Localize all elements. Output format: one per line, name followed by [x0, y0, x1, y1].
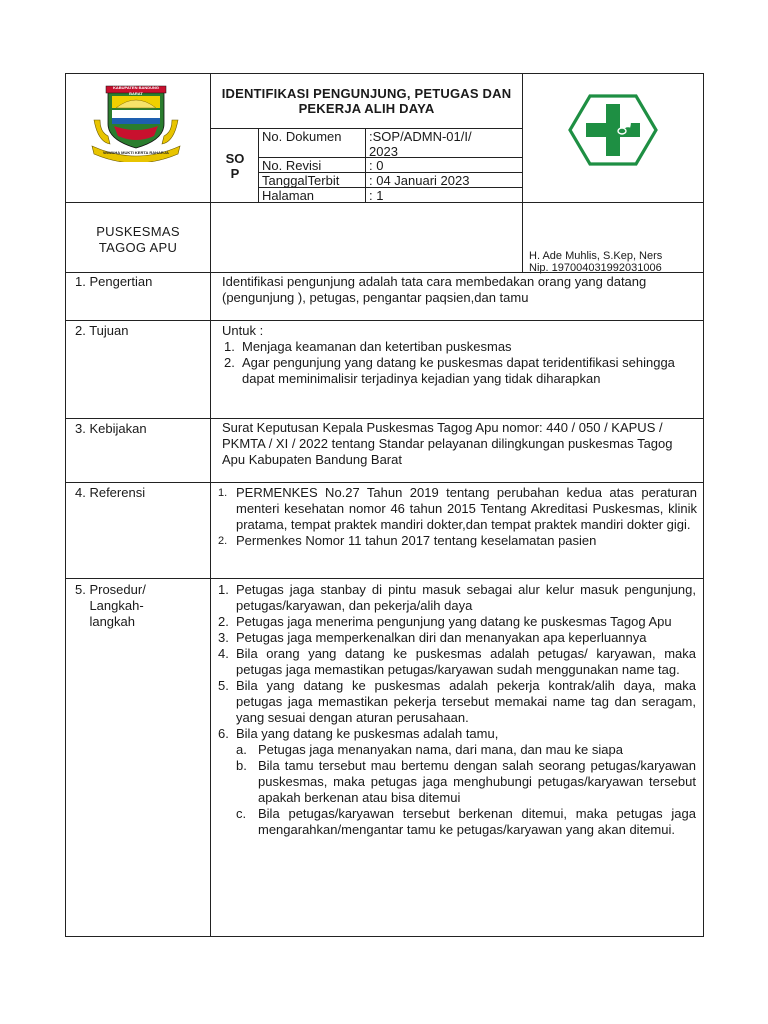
- list-item: [218, 726, 696, 742]
- border-left: [65, 73, 66, 937]
- prosedur-sublist: [218, 742, 696, 838]
- list-item-text: Permenkes Nomor 11 tahun 2017 tentang keselamatan pasien: [236, 533, 597, 548]
- border-row1-bottom: [65, 320, 704, 321]
- border-top: [65, 73, 704, 74]
- list-item-number: 1.: [224, 339, 235, 354]
- section-label-referensi: 4. Referensi: [75, 485, 146, 500]
- list-item: [218, 485, 697, 533]
- list-item-text: Petugas jaga menerima pengunjung yang datang ke puskesmas Tagog Apu: [236, 614, 672, 629]
- border-sop-col: [258, 128, 259, 203]
- list-item-text: Bila yang datang ke puskesmas adalah tamu,: [236, 726, 499, 741]
- list-item: [222, 355, 696, 387]
- sublist-item-letter: a.: [236, 742, 247, 757]
- list-item: [218, 614, 696, 630]
- sublist-item-text: Petugas jaga menanyakan nama, dari mana, dan mau ke siapa: [258, 742, 623, 757]
- list-item-text: Agar pengunjung yang datang ke puskesmas dapat teridentifikasi sehingga dapat meminimalisir terjadinya kejadian yang tidak diharapkan: [242, 355, 675, 386]
- list-item-number: 2.: [224, 355, 235, 370]
- section-label-kebijakan: 3. Kebijakan: [75, 421, 147, 436]
- meta-label-halaman: Halaman: [262, 188, 315, 203]
- meta-value-tanggal: : 04 Januari 2023: [369, 173, 470, 188]
- section-body-prosedur: [218, 582, 696, 838]
- border-right: [703, 73, 704, 937]
- list-item: [218, 646, 696, 678]
- meta-label-tanggal: TanggalTerbit: [262, 173, 340, 188]
- list-item-text: Petugas jaga stanbay di pintu masuk sebagai alur kelur masuk pengunjung, petugas/karyawan, dan pekerja/alih daya: [236, 582, 696, 613]
- list-item-number: 5.: [218, 678, 229, 693]
- list-item-number: 2.: [218, 535, 228, 547]
- emblem-banner-text: KABUPATEN BANDUNG BARAT: [112, 85, 160, 96]
- list-item: [218, 678, 696, 726]
- emblem-motto-text: WIWAHA MUKTI KERTA RAHARJA: [103, 150, 169, 155]
- section-body-kebijakan: Surat Keputusan Kepala Puskesmas Tagog Apu nomor: 440 / 050 / KAPUS / PKMTA / XI / 2022 tentang Standar pelayanan dilingkungan puskesmas Tagog Apu Kabupaten Bandung Barat: [222, 420, 673, 467]
- sublist-item: [218, 806, 696, 838]
- border-row4-bottom: [65, 578, 704, 579]
- list-item: [222, 339, 696, 355]
- section-body-tujuan: [222, 323, 696, 387]
- section-body-referensi: [218, 485, 697, 549]
- list-item-text: PERMENKES No.27 Tahun 2019 tentang perubahan kedua atas peraturan menteri kesehatan nomor 46 tahun 2015 Tentang Akreditasi Puskesmas, klinik pratama, tempat praktek mandiri dokter,dan tempat praktek mandiri dokter gigi.: [236, 485, 697, 532]
- meta-value-halaman: : 1: [369, 188, 384, 203]
- signatory-name: H. Ade Muhlis, S.Kep, Ners: [529, 250, 663, 262]
- section-body-pengertian: Identifikasi pengunjung adalah tata cara membedakan orang yang datang (pengunjung ), petugas, pengantar paqsien,dan tamu: [222, 274, 647, 305]
- list-item-number: 2.: [218, 614, 229, 629]
- list-item: [218, 582, 696, 614]
- border-col1: [210, 73, 211, 937]
- sublist-item: [218, 742, 696, 758]
- puskesmas-logo: [568, 94, 658, 166]
- meta-label-dokumen: No. Dokumen: [262, 129, 342, 144]
- prosedur-list: [218, 582, 696, 742]
- border-col2: [522, 73, 523, 273]
- list-item-number: 1.: [218, 582, 229, 597]
- list-item: [218, 630, 696, 646]
- tujuan-list: [222, 339, 696, 387]
- document-title: IDENTIFIKASI PENGUNJUNG, PETUGAS DAN PEKERJA ALIH DAYA: [221, 86, 512, 116]
- org-name: PUSKESMAS TAGOG APU: [96, 224, 180, 255]
- sublist-item-letter: b.: [236, 758, 247, 773]
- list-item-text: Menjaga keamanan dan ketertiban puskesmas: [242, 339, 512, 354]
- list-item-number: 6.: [218, 726, 229, 741]
- border-row3-bottom: [65, 482, 704, 483]
- list-item-text: Bila yang datang ke puskesmas adalah pekerja kontrak/alih daya, maka petugas jaga memastikan pekerja tersebut memakai name tag dan seragam, yang sesuai dengan aturan perusahaan.: [236, 678, 696, 725]
- list-item-number: 1.: [218, 487, 228, 499]
- meta-label-revisi: No. Revisi: [262, 158, 322, 173]
- list-item-number: 3.: [218, 630, 229, 645]
- border-row2-bottom: [65, 418, 704, 419]
- puskesmas-cross-icon: [568, 94, 658, 166]
- sublist-item: [218, 758, 696, 806]
- meta-value-dokumen: :SOP/ADMN-01/I/ 2023: [369, 129, 472, 159]
- section-label-tujuan: 2. Tujuan: [75, 323, 129, 338]
- sop-label: SO P: [225, 151, 245, 181]
- sublist-item-text: Bila tamu tersebut mau bertemu dengan salah seorang petugas/karyawan puskesmas, maka petugas jaga menghubungi petugas/karyawan tersebut apakah berkenan atau bisa ditemui: [258, 758, 696, 805]
- list-item: [218, 533, 697, 549]
- border-meta-col: [365, 128, 366, 203]
- referensi-list: [218, 485, 697, 549]
- regency-emblem-logo: [88, 84, 184, 162]
- meta-value-revisi: : 0: [369, 158, 384, 173]
- list-item-text: Bila orang yang datang ke puskesmas adalah petugas/ karyawan, maka petugas jaga memastikan petugas/karyawan sudah menggunakan name tag.: [236, 646, 696, 677]
- sublist-item-text: Bila petugas/karyawan tersebut berkenan ditemui, maka petugas jaga mengarahkan/mengantar tamu ke petugas/karyawan yang akan ditemui.: [258, 806, 696, 837]
- sublist-item-letter: c.: [236, 806, 247, 821]
- signatory-nip: Nip. 197004031992031006: [529, 262, 662, 274]
- section-label-pengertian: 1. Pengertian: [75, 274, 153, 289]
- tujuan-intro: Untuk :: [222, 323, 264, 338]
- border-bottom: [65, 936, 704, 937]
- list-item-number: 4.: [218, 646, 229, 661]
- section-label-prosedur: 5. Prosedur/ Langkah- langkah: [75, 582, 146, 629]
- list-item-text: Petugas jaga memperkenalkan diri dan menanyakan apa keperluannya: [236, 630, 647, 645]
